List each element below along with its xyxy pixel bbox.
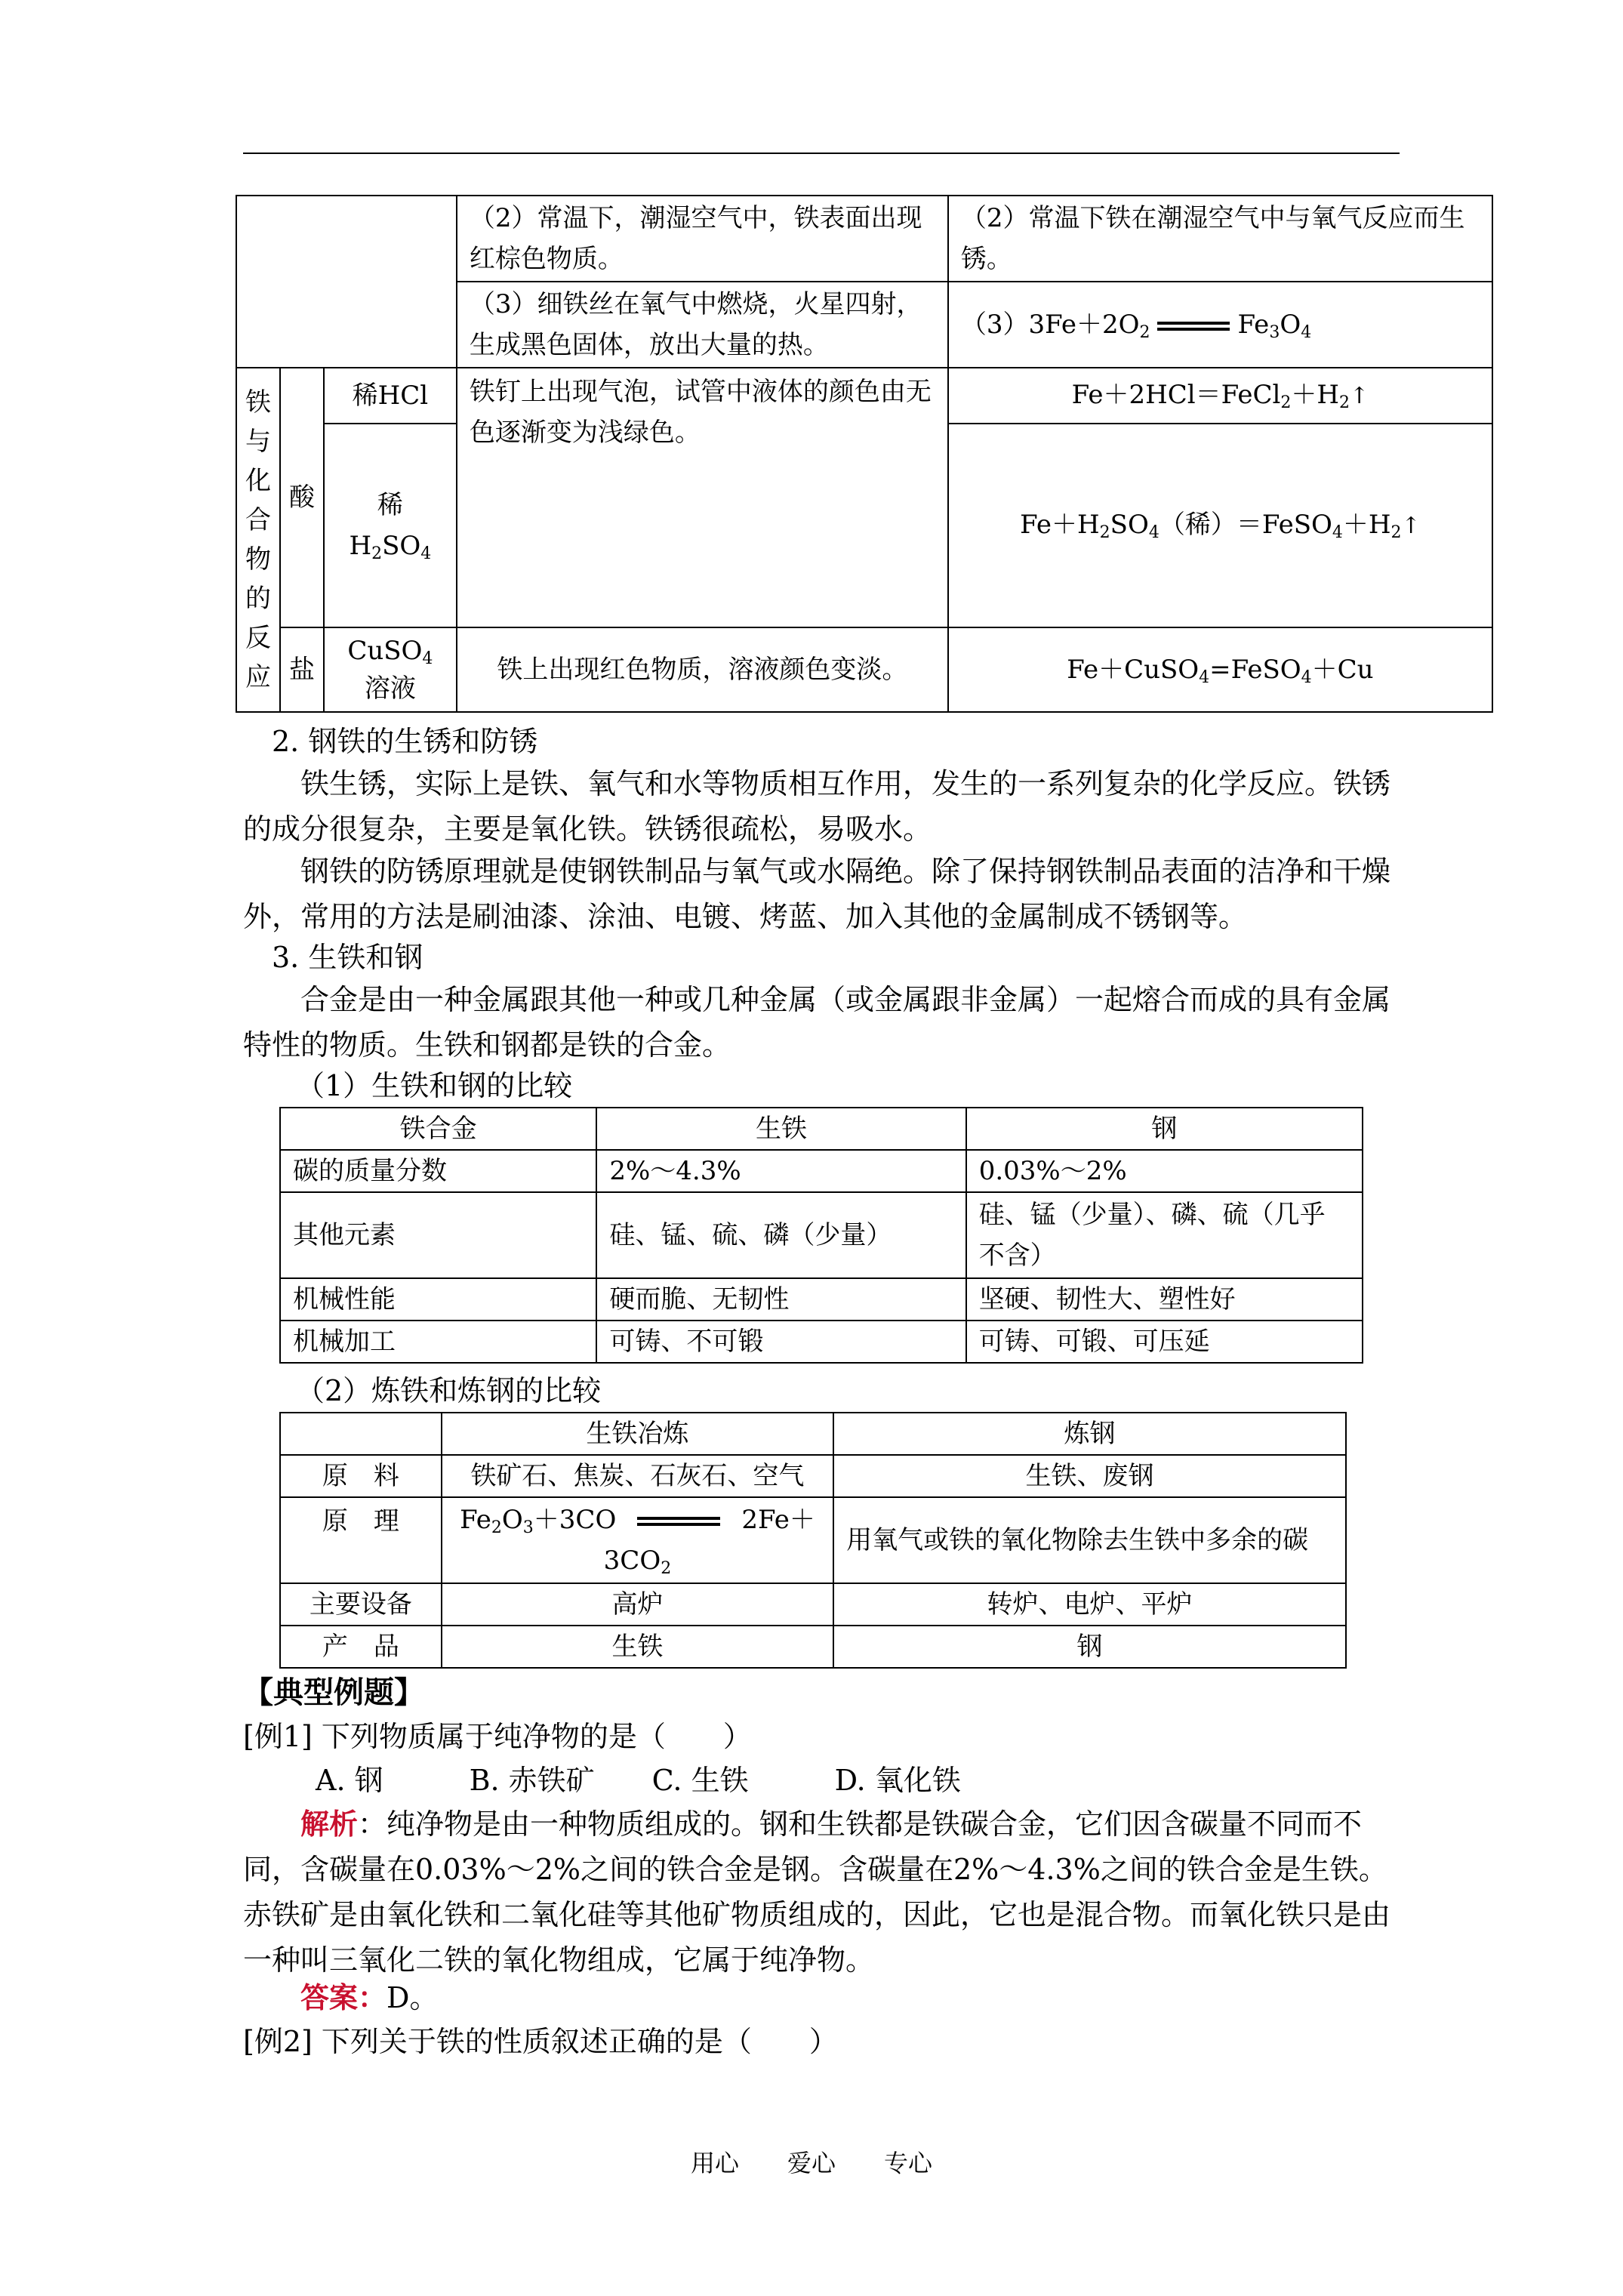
t2-cell: 0.03%～2% [966,1150,1363,1192]
t2-header: 铁合金 [280,1108,596,1150]
acid-label: 酸 [280,368,324,627]
answer-label: 答案： [300,1980,387,2014]
o2-phenomenon-2: （2）常温下，潮湿空气中，铁表面出现红棕色物质。 [457,196,948,282]
section3-sub1: （1）生铁和钢的比较 [296,1069,573,1102]
t2-cell: 可铸、可锻、可压延 [966,1321,1363,1363]
o2-equation-2: （2）常温下铁在潮湿空气中与氧气反应而生锈。 [948,196,1492,282]
answer-text: D。 [387,1981,439,2014]
example2-question: [例2] 下列关于铁的性质叙述正确的是（ ） [243,2025,838,2058]
cuso4-equation: Fe＋CuSO$_4$=FeSO$_4$＋Cu [948,627,1492,712]
t2-cell: 2%～4.3% [596,1150,965,1192]
o2-equation-3: $(3)3Fe+2O_2$ $Fe_3O_4$ [948,282,1492,368]
t3-cell: 用氧气或铁的氧化物除去生铁中多余的碳 [833,1497,1346,1583]
header-rule [243,153,1400,154]
t3-ironmaking-equation: $Fe_2O_3+3CO$ $2Fe+3CO_2$ [442,1497,833,1583]
analysis-text: ：纯净物是由一种物质组成的。钢和生铁都是铁碳合金，它们因含碳量不同而不同，含碳量在0.03%～2%之间的铁合金是钢。含碳量在2%～4.3%之间的铁合金是生铁。赤铁矿是由氧化铁和二氧化硅等其他矿物质组成的，因此，它也是混合物。而氧化铁只是由一种叫三氧化二铁的氧化物组成，它属于纯净物。 [243,1808,1391,1977]
t2-cell: 可铸、不可锻 [596,1321,965,1363]
t3-cell: 转炉、电炉、平炉 [833,1583,1346,1626]
hcl-equation: $Fe+2HCl=FeCl_2+H_2↑$ [948,368,1492,424]
t3-header [280,1413,442,1455]
section3-sub2: （2）炼铁和炼钢的比较 [296,1374,602,1407]
t3-cell: 主要设备 [280,1583,442,1626]
t3-cell: 生铁 [442,1626,833,1668]
t2-header: 生铁 [596,1108,965,1150]
t2-cell: 硅、锰、硫、磷（少量） [596,1192,965,1278]
section3-para1: 合金是由一种金属跟其他一种或几种金属（或金属跟非金属）一起熔合而成的具有金属特性的物质。生铁和钢都是铁的合金。 [243,983,1391,1062]
salt-label: 盐 [280,627,324,712]
group-label: 铁 与 化 合 物 的 反 应 [236,368,280,712]
t3-cell: 原 理 [280,1497,442,1583]
iron-steel-compare-table [279,1107,1363,1364]
cuso4-label: CuSO$_4$ 溶液 [324,627,457,712]
h2so4-label: 稀$H_2SO_4$ [324,424,457,627]
analysis-label: 解析 [300,1807,359,1841]
ironmaking-steelmaking-table [279,1412,1347,1669]
t3-header: 生铁冶炼 [442,1413,833,1455]
t2-header: 钢 [966,1108,1363,1150]
iron-reaction-table [236,195,1493,713]
section2-heading: 2. 钢铁的生锈和防锈 [272,725,538,758]
example1-analysis [243,1801,1400,1983]
salt-phenomenon: 铁上出现红色物质，溶液颜色变淡。 [457,627,948,712]
t3-cell: 原 料 [280,1455,442,1497]
t2-cell: 机械加工 [280,1321,596,1363]
hcl-label: 稀HCl [324,368,457,424]
t2-cell: 碳的质量分数 [280,1150,596,1192]
t3-cell: 铁矿石、焦炭、石灰石、空气 [442,1455,833,1497]
h2so4-equation: $Fe+H_2SO_4$（稀）$=FeSO_4+H_2↑$ [948,424,1492,627]
t3-header: 炼钢 [833,1413,1346,1455]
t3-cell: 高炉 [442,1583,833,1626]
t2-cell: 硅、锰（少量）、磷、硫（几乎不含） [966,1192,1363,1278]
t3-cell: 产 品 [280,1626,442,1668]
o2-phenomenon-3: （3）细铁丝在氧气中燃烧，火星四射，生成黑色固体，放出大量的热。 [457,282,948,368]
t2-cell: 机械性能 [280,1278,596,1321]
section3-heading: 3. 生铁和钢 [272,941,423,974]
t2-cell: 坚硬、韧性大、塑性好 [966,1278,1363,1321]
example1-question: [例1] 下列物质属于纯净物的是（ ） [243,1720,752,1753]
t3-cell: 钢 [833,1626,1346,1668]
example1-options: A. 钢 B. 赤铁矿 C. 生铁 D. 氧化铁 [316,1764,961,1797]
empty-cell [236,196,457,368]
t2-cell: 其他元素 [280,1192,596,1278]
section2-para1: 铁生锈，实际上是铁、氧气和水等物质相互作用，发生的一系列复杂的化学反应。铁锈的成分很复杂，主要是氧化铁。铁锈很疏松，易吸水。 [243,767,1391,846]
page-footer: 用心 爱心 专心 [690,2149,932,2177]
examples-heading: 【典型例题】 [243,1675,424,1710]
t2-cell: 硬而脆、无韧性 [596,1278,965,1321]
t3-cell: 生铁、废钢 [833,1455,1346,1497]
section2-para2: 钢铁的防锈原理就是使钢铁制品与氧气或水隔绝。除了保持钢铁制品表面的洁净和干燥外，常用的方法是刷油漆、涂油、电镀、烤蓝、加入其他的金属制成不锈钢等。 [243,855,1391,933]
acid-phenomenon: 铁钉上出现气泡，试管中液体的颜色由无色逐渐变为浅绿色。 [457,368,948,627]
example1-answer [300,1975,438,2020]
